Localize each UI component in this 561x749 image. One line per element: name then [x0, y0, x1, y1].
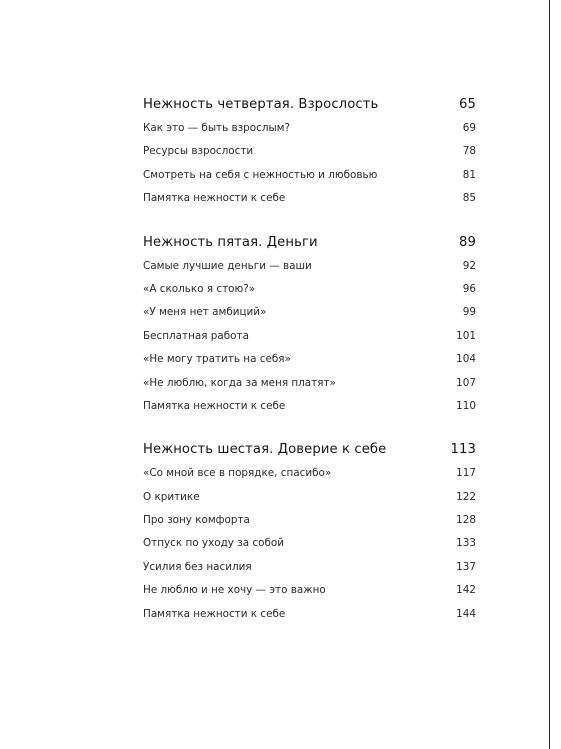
toc-entry [143, 122, 476, 145]
section-title: Нежность пятая. Деньги [143, 234, 318, 250]
toc-entry [143, 537, 476, 560]
entry-page-number: 99 [462, 306, 476, 319]
toc-entry [143, 561, 476, 584]
toc-section [143, 442, 476, 631]
toc-entry [143, 283, 476, 306]
toc-entry [143, 145, 476, 168]
toc-entry [143, 491, 476, 514]
section-heading [143, 235, 476, 259]
toc-entry [143, 353, 476, 376]
entry-page-number: 142 [456, 584, 476, 597]
entry-title: Памятка нежности к себе [143, 192, 286, 205]
entry-page-number: 122 [456, 490, 476, 503]
entry-page-number: 69 [462, 122, 476, 134]
section-title: Нежность четвертая. Взрослость [143, 97, 379, 112]
entry-title: О критике [143, 490, 200, 503]
section-page-number: 89 [459, 234, 476, 250]
entry-page-number: 117 [456, 467, 476, 480]
entry-title: «А сколько я стою?» [143, 282, 256, 295]
toc-entry [143, 400, 476, 423]
entry-title: Как это — быть взрослым? [143, 122, 291, 134]
toc-entry [143, 306, 476, 329]
toc-section [143, 97, 476, 216]
toc-entry [143, 260, 476, 283]
entry-page-number: 128 [456, 514, 476, 527]
entry-title: Бесплатная работа [143, 329, 249, 342]
entry-title: «У меня нет амбиций» [143, 306, 267, 319]
toc-entry [143, 192, 476, 215]
entry-title: Ресурсы взрослости [143, 145, 254, 158]
entry-page-number: 133 [456, 537, 476, 550]
toc-entry [143, 467, 476, 490]
section-page-number: 113 [450, 442, 476, 458]
toc-entry [143, 584, 476, 607]
toc-entry [143, 169, 476, 192]
entry-title: Отпуск по уходу за собой [143, 537, 284, 550]
table-of-contents [143, 97, 476, 650]
entry-title: Памятка нежности к себе [143, 607, 286, 620]
entry-title: «Со мной все в порядке, спасибо» [143, 467, 332, 480]
entry-title: Усилия без насилия [143, 560, 252, 573]
entry-title: «Не могу тратить на себя» [143, 353, 291, 366]
entry-title: Памятка нежности к себе [143, 399, 286, 412]
entry-page-number: 81 [462, 168, 476, 181]
entry-page-number: 137 [456, 560, 476, 573]
toc-entry [143, 330, 476, 353]
entry-page-number: 104 [456, 353, 476, 366]
entry-page-number: 96 [462, 282, 476, 295]
entry-page-number: 144 [456, 607, 476, 620]
entry-title: «Не люблю, когда за меня платят» [143, 376, 336, 389]
section-heading [143, 442, 476, 466]
entry-page-number: 78 [462, 145, 476, 158]
entry-page-number: 85 [462, 192, 476, 205]
toc-entry [143, 608, 476, 631]
entry-page-number: 110 [456, 399, 476, 412]
toc-entry [143, 514, 476, 537]
section-title: Нежность шестая. Доверие к себе [143, 442, 387, 458]
entry-page-number: 92 [462, 259, 476, 272]
toc-section [143, 235, 476, 424]
entry-title: Не люблю и не хочу — это важно [143, 584, 326, 597]
page-edge-divider [549, 0, 550, 749]
entry-title: Про зону комфорта [143, 514, 250, 527]
section-page-number: 65 [459, 97, 476, 112]
entry-page-number: 101 [456, 329, 476, 342]
entry-title: Смотреть на себя с нежностью и любовью [143, 168, 378, 181]
entry-page-number: 107 [456, 376, 476, 389]
section-heading [143, 97, 476, 121]
toc-entry [143, 377, 476, 400]
entry-title: Самые лучшие деньги — ваши [143, 259, 312, 272]
